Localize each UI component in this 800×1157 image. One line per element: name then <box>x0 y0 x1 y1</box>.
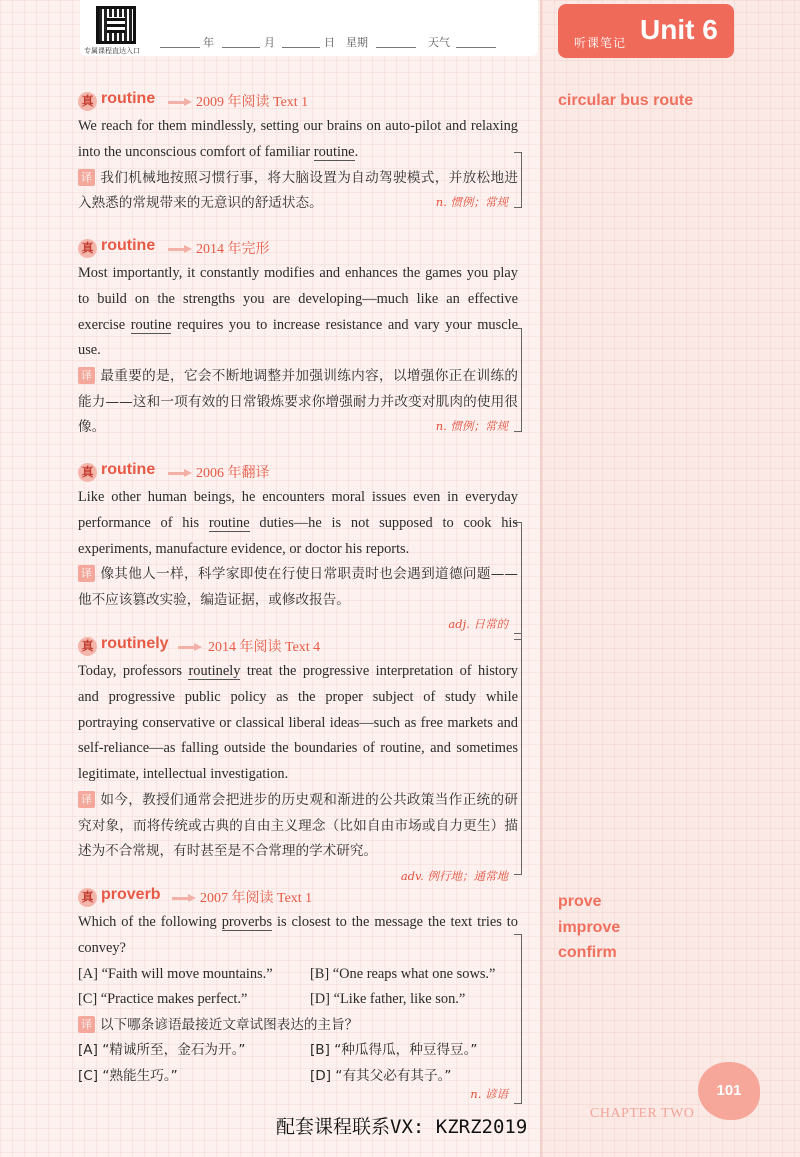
option-a-zh: [A] “精诚所至，金石为开。” <box>78 1042 246 1059</box>
vocab-entry <box>78 90 518 217</box>
vocab-entry <box>78 461 519 632</box>
translation-icon: 译 <box>78 169 95 186</box>
day-label: 日 <box>324 36 335 49</box>
exam-badge: 真 <box>78 888 97 907</box>
unit-title: Unit 6 <box>640 14 718 45</box>
arrow-icon <box>172 894 198 902</box>
qr-code-icon[interactable] <box>96 6 136 44</box>
translation-icon: 译 <box>78 791 95 808</box>
headword: routine <box>101 90 156 107</box>
chapter-label: CHAPTER TWO <box>590 1106 695 1121</box>
key-word: proverbs <box>221 914 273 930</box>
arrow-icon <box>168 245 194 253</box>
exam-badge: 真 <box>78 637 97 656</box>
entry-header <box>78 461 518 485</box>
headword: proverb <box>101 886 161 903</box>
english-sentence: Like other human beings, he encounters moral issues even in everyday performance of his routine duties—he is not supposed to cook his experiments, manufacture evidence, or doctor his reports. <box>78 489 519 557</box>
key-word: routine <box>313 143 355 160</box>
arrow-icon <box>178 643 204 651</box>
options-row <box>78 962 518 988</box>
options-row <box>78 987 518 1013</box>
source-label: 2007 年阅读 Text 1 <box>200 891 313 906</box>
english-sentence: Which of the following proverbs is closest to the message the text tries to convey? <box>78 914 518 956</box>
options-row-zh <box>78 1038 518 1064</box>
english-sentence: Most importantly, it constantly modifies and enhances the games you play to build on the strengths you are developing—much like an effective exercise routine requires you to increase resistance and vary your muscle use. <box>78 265 518 359</box>
bracket-line <box>514 152 522 208</box>
vocab-entry <box>78 635 518 883</box>
source-label: 2009 年阅读 Text 1 <box>196 95 309 110</box>
option-b: [B] “One reaps what one sows.” <box>310 965 496 982</box>
translation-icon: 译 <box>78 367 95 384</box>
bracket-line <box>514 934 522 1104</box>
vocab-entry <box>78 237 518 441</box>
month-label: 月 <box>264 36 275 49</box>
source-label: 2014 年完形 <box>196 242 270 257</box>
qr-caption: 专属课程直达入口 <box>84 47 140 55</box>
side-note-phrase: circular bus route <box>558 92 694 109</box>
year-label: 年 <box>203 36 214 49</box>
notes-label: 听课笔记 <box>574 36 627 50</box>
chinese-translation: 译 如今，教授们通常会把进步的历史观和渐进的公共政策当作正统的研究对象，而将传统或古典的自由主义理念（比如自由市场或自力更生）描述为不合常规，有时甚至是不合常理的学术研究。 adv. 例行地；通常地 <box>78 788 518 865</box>
entry-header <box>78 886 518 910</box>
gloss-label: n. 惯例；常规 <box>435 194 508 209</box>
headword: routinely <box>101 635 169 652</box>
year-line <box>160 47 200 48</box>
entry-header <box>78 635 518 659</box>
key-word: routine <box>208 514 250 531</box>
entry-header <box>78 237 518 261</box>
source-label: 2014 年阅读 Text 4 <box>208 640 321 655</box>
entry-header <box>78 90 518 114</box>
key-word: routine <box>130 316 172 333</box>
arrow-icon <box>168 98 194 106</box>
option-b-zh: [B] “种瓜得瓜，种豆得豆。” <box>310 1042 478 1059</box>
key-word: routinely <box>188 663 241 679</box>
vocab-entry <box>78 886 518 1101</box>
gloss-label: adv. 例行地；通常地 <box>400 868 508 883</box>
option-a: [A] “Faith will move mountains.” <box>78 965 273 982</box>
gloss-label: n. 惯例；常规 <box>435 419 508 434</box>
chinese-translation: 译 以下哪条谚语最接近文章试图表达的主旨？ <box>78 1013 518 1039</box>
option-d: [D] “Like father, like son.” <box>310 991 466 1008</box>
weekday-line <box>376 47 416 48</box>
headword: routine <box>101 461 156 478</box>
translation-icon: 译 <box>78 565 95 582</box>
source-label: 2006 年翻译 <box>196 466 270 481</box>
chinese-translation: 译 我们机械地按照习惯行事，将大脑设置为自动驾驶模式，并放松地进入熟悉的常规带来的无意识的舒适状态。 n. 惯例；常规 <box>78 166 518 217</box>
side-note-word: confirm <box>558 944 617 961</box>
option-d-zh: [D] “有其父必有其子。” <box>310 1067 452 1084</box>
contact-text: 配套课程联系VX: KZRZ2019 <box>276 1116 528 1138</box>
english-sentence: Today, professors routinely treat the progressive interpretation of history and progressive public policy as the proper subject of study while portraying conservative or classical liberal ideas—such as free markets and self-reliance—as falling outside the boundaries of routine, and sometimes legitimate, intellectual investigation. <box>78 663 518 783</box>
english-sentence: We reach for them mindlessly, setting our brains on auto-pilot and relaxing into the unconscious comfort of familiar routine. <box>78 118 518 160</box>
arrow-icon <box>168 469 194 477</box>
translation-icon: 译 <box>78 1016 95 1033</box>
option-c: [C] “Practice makes perfect.” <box>78 991 248 1008</box>
bracket-line <box>514 633 522 875</box>
chinese-translation: 译 像其他人一样，科学家即使在行使日常职责时也会遇到道德问题——他不应该篡改实验，编造证据，或修改报告。 adj. 日常的 <box>78 562 518 613</box>
side-note-word: prove <box>558 893 602 910</box>
weekday-label: 星期 <box>346 36 368 49</box>
notes-column <box>540 0 800 1157</box>
day-line <box>282 47 320 48</box>
exam-badge: 真 <box>78 239 97 258</box>
headword: routine <box>101 237 156 254</box>
page-number: 101 <box>698 1062 760 1120</box>
bracket-line <box>514 522 522 640</box>
exam-badge: 真 <box>78 92 97 111</box>
chinese-translation: 译 最重要的是，它会不断地调整并加强训练内容，以增强你正在训练的能力——这和一项有效的日常锻炼要求你增强耐力并改变对肌肉的使用很像。 n. 惯例；常规 <box>78 364 518 441</box>
options-row-zh <box>78 1064 518 1090</box>
month-line <box>222 47 260 48</box>
gloss-label: adj. 日常的 <box>448 617 508 632</box>
side-note-word: improve <box>558 919 621 936</box>
bracket-line <box>514 328 522 432</box>
exam-badge: 真 <box>78 463 97 482</box>
weather-line <box>456 47 496 48</box>
option-c-zh: [C] “熟能生巧。” <box>78 1067 178 1084</box>
unit-tab <box>558 4 734 58</box>
weather-label: 天气 <box>428 36 450 49</box>
gloss-label: n. 谚语 <box>470 1087 508 1101</box>
